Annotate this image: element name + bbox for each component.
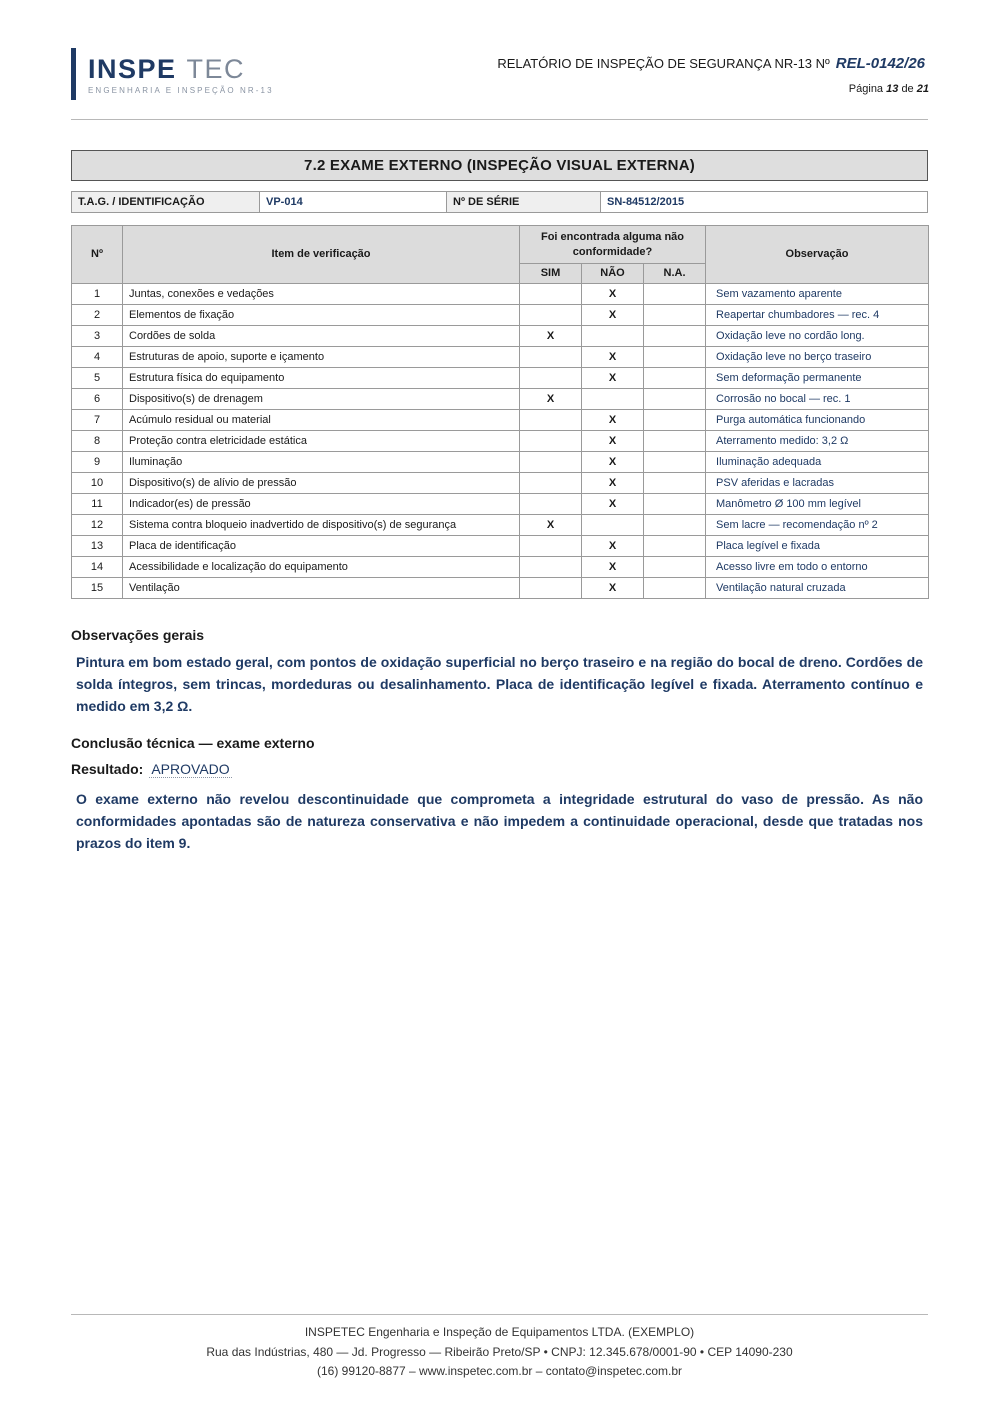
row-observation: Placa legível e fixada (706, 536, 929, 557)
row-number: 14 (72, 557, 123, 578)
tag-label: T.A.G. / IDENTIFICAÇÃO (72, 192, 260, 213)
footer-contact: (16) 99120-8877 – www.inspetec.com.br – contato@inspetec.com.br (316, 1364, 683, 1378)
checklist-table (71, 225, 929, 599)
row-sim-mark (520, 494, 582, 515)
row-nao-mark: X (582, 284, 644, 305)
row-observation: Acesso livre em todo o entorno (706, 557, 929, 578)
logo-wordmark (88, 54, 245, 84)
row-item: Acúmulo residual ou material (123, 410, 520, 431)
row-na-mark (644, 473, 706, 494)
row-na-mark (644, 578, 706, 599)
row-sim-mark (520, 452, 582, 473)
row-nao-mark: X (582, 578, 644, 599)
serial-label: Nº DE SÉRIE (447, 192, 601, 213)
header-na: N.A. (644, 264, 706, 284)
row-number: 6 (72, 389, 123, 410)
row-observation: Aterramento medido: 3,2 Ω (706, 431, 929, 452)
row-observation: Corrosão no bocal — rec. 1 (706, 389, 929, 410)
row-sim-mark (520, 431, 582, 452)
row-item: Sistema contra bloqueio inadvertido de dispositivo(s) de segurança (123, 515, 520, 536)
result-value: APROVADO (151, 761, 230, 777)
row-na-mark (644, 452, 706, 473)
logo-wordmark-main: INSPE (88, 54, 177, 84)
row-sim-mark (520, 284, 582, 305)
row-item: Estrutura física do equipamento (123, 368, 520, 389)
checklist-header-row (72, 226, 929, 264)
row-item: Dispositivo(s) de alívio de pressão (123, 473, 520, 494)
report-title (497, 55, 925, 72)
table-row (72, 326, 929, 347)
row-nao-mark: X (582, 452, 644, 473)
checklist-body (72, 284, 929, 599)
row-observation: Sem lacre — recomendação nº 2 (706, 515, 929, 536)
row-observation: Oxidação leve no cordão long. (706, 326, 929, 347)
row-nao-mark: X (582, 305, 644, 326)
row-sim-mark (520, 536, 582, 557)
page-of: de (901, 83, 914, 95)
row-nao-mark: X (582, 536, 644, 557)
report-title-text: RELATÓRIO DE INSPEÇÃO DE SEGURANÇA NR-13 Nº (497, 56, 830, 71)
page-total: 21 (916, 83, 929, 95)
row-nao-mark: X (582, 347, 644, 368)
row-sim-mark (520, 410, 582, 431)
row-sim-mark: X (520, 515, 582, 536)
row-na-mark (644, 368, 706, 389)
table-row (72, 452, 929, 473)
tag-value: VP-014 (260, 192, 447, 213)
serial-value: SN-84512/2015 (601, 192, 928, 213)
table-row (72, 410, 929, 431)
header-num: Nº (72, 226, 123, 284)
footer-company: INSPETEC Engenharia e Inspeção de Equipamentos LTDA. (EXEMPLO) (304, 1325, 695, 1339)
report-number: REL-0142/26 (835, 55, 925, 72)
row-sim-mark: X (520, 326, 582, 347)
table-row (72, 557, 929, 578)
row-observation: Sem deformação permanente (706, 368, 929, 389)
row-na-mark (644, 389, 706, 410)
row-item: Acessibilidade e localização do equipamento (123, 557, 520, 578)
logo-tagline: ENGENHARIA E INSPEÇÃO NR-13 (88, 86, 274, 95)
row-number: 5 (72, 368, 123, 389)
row-na-mark (644, 410, 706, 431)
header-question: Foi encontrada alguma não conformidade? (520, 226, 706, 264)
row-observation: Manômetro Ø 100 mm legível (706, 494, 929, 515)
row-item: Iluminação (123, 452, 520, 473)
row-sim-mark (520, 305, 582, 326)
row-sim-mark (520, 368, 582, 389)
header-divider (71, 119, 928, 120)
table-row (72, 494, 929, 515)
general-observations-text: Pintura em bom estado geral, com pontos de oxidação superficial no berço traseiro e na região do bocal de dreno. Cordões de solda íntegros, sem trincas, mordeduras ou desalinhamento. Placa de identificação legível e fixada. Aterramento contínuo e medido em 3,2 Ω. (76, 654, 923, 714)
row-number: 15 (72, 578, 123, 599)
general-observations-heading: Observações gerais (71, 627, 205, 643)
row-observation: Sem vazamento aparente (706, 284, 929, 305)
row-number: 9 (72, 452, 123, 473)
row-na-mark (644, 305, 706, 326)
row-number: 10 (72, 473, 123, 494)
row-na-mark (644, 326, 706, 347)
row-na-mark (644, 347, 706, 368)
table-row (72, 368, 929, 389)
row-nao-mark (582, 389, 644, 410)
row-number: 8 (72, 431, 123, 452)
page-indicator (849, 83, 929, 95)
row-number: 3 (72, 326, 123, 347)
row-nao-mark: X (582, 368, 644, 389)
row-item: Dispositivo(s) de drenagem (123, 389, 520, 410)
row-number: 7 (72, 410, 123, 431)
row-na-mark (644, 515, 706, 536)
row-sim-mark (520, 473, 582, 494)
row-na-mark (644, 536, 706, 557)
identification-row (72, 192, 928, 213)
header-observation: Observação (706, 226, 929, 284)
row-nao-mark: X (582, 410, 644, 431)
row-na-mark (644, 557, 706, 578)
row-number: 4 (72, 347, 123, 368)
row-sim-mark: X (520, 389, 582, 410)
row-sim-mark (520, 578, 582, 599)
table-row (72, 515, 929, 536)
row-item: Juntas, conexões e vedações (123, 284, 520, 305)
row-item: Ventilação (123, 578, 520, 599)
logo-bar (71, 48, 76, 100)
row-na-mark (644, 431, 706, 452)
row-nao-mark: X (582, 473, 644, 494)
table-row (72, 431, 929, 452)
row-observation: Iluminação adequada (706, 452, 929, 473)
row-nao-mark: X (582, 431, 644, 452)
page-current: 13 (886, 83, 899, 95)
row-na-mark (644, 494, 706, 515)
row-observation: Oxidação leve no berço traseiro (706, 347, 929, 368)
conclusion-heading: Conclusão técnica — exame externo (71, 735, 315, 751)
table-row (72, 347, 929, 368)
row-item: Indicador(es) de pressão (123, 494, 520, 515)
row-item: Proteção contra eletricidade estática (123, 431, 520, 452)
row-number: 11 (72, 494, 123, 515)
logo-wordmark-secondary: TEC (186, 54, 246, 84)
identification-table (71, 191, 928, 213)
table-row (72, 536, 929, 557)
footer-address: Rua das Indústrias, 480 — Jd. Progresso — Ribeirão Preto/SP • CNPJ: 12.345.678/0001-90 • CEP 14090-230 (206, 1344, 793, 1359)
row-item: Placa de identificação (123, 536, 520, 557)
row-number: 2 (72, 305, 123, 326)
table-row (72, 473, 929, 494)
row-nao-mark: X (582, 494, 644, 515)
row-nao-mark (582, 326, 644, 347)
result-label: Resultado: (71, 761, 144, 777)
row-item: Estruturas de apoio, suporte e içamento (123, 347, 520, 368)
row-number: 13 (72, 536, 123, 557)
table-row (72, 389, 929, 410)
header-item: Item de verificação (123, 226, 520, 284)
row-sim-mark (520, 557, 582, 578)
header-sim: SIM (520, 264, 582, 284)
row-nao-mark (582, 515, 644, 536)
row-observation: Purga automática funcionando (706, 410, 929, 431)
row-observation: Ventilação natural cruzada (706, 578, 929, 599)
footer (71, 1323, 928, 1382)
row-na-mark (644, 284, 706, 305)
header-nao: NÃO (582, 264, 644, 284)
row-number: 1 (72, 284, 123, 305)
row-observation: PSV aferidas e lacradas (706, 473, 929, 494)
page-label: Página (848, 83, 884, 95)
conclusion-text: O exame externo não revelou descontinuidade que comprometa a integridade estrutural do vaso de pressão. As não conformidades apontadas são de natureza conservativa e não impedem a continuidade operacional, desde que tratadas nos prazos do item 9. (76, 791, 923, 851)
table-row (72, 284, 929, 305)
table-row (72, 305, 929, 326)
footer-divider (71, 1314, 928, 1315)
section-title: 7.2 EXAME EXTERNO (INSPEÇÃO VISUAL EXTERNA) (71, 150, 928, 181)
table-row (72, 578, 929, 599)
row-item: Elementos de fixação (123, 305, 520, 326)
row-sim-mark (520, 347, 582, 368)
row-observation: Reapertar chumbadores — rec. 4 (706, 305, 929, 326)
result-line (71, 761, 232, 777)
row-nao-mark: X (582, 557, 644, 578)
row-number: 12 (72, 515, 123, 536)
row-item: Cordões de solda (123, 326, 520, 347)
